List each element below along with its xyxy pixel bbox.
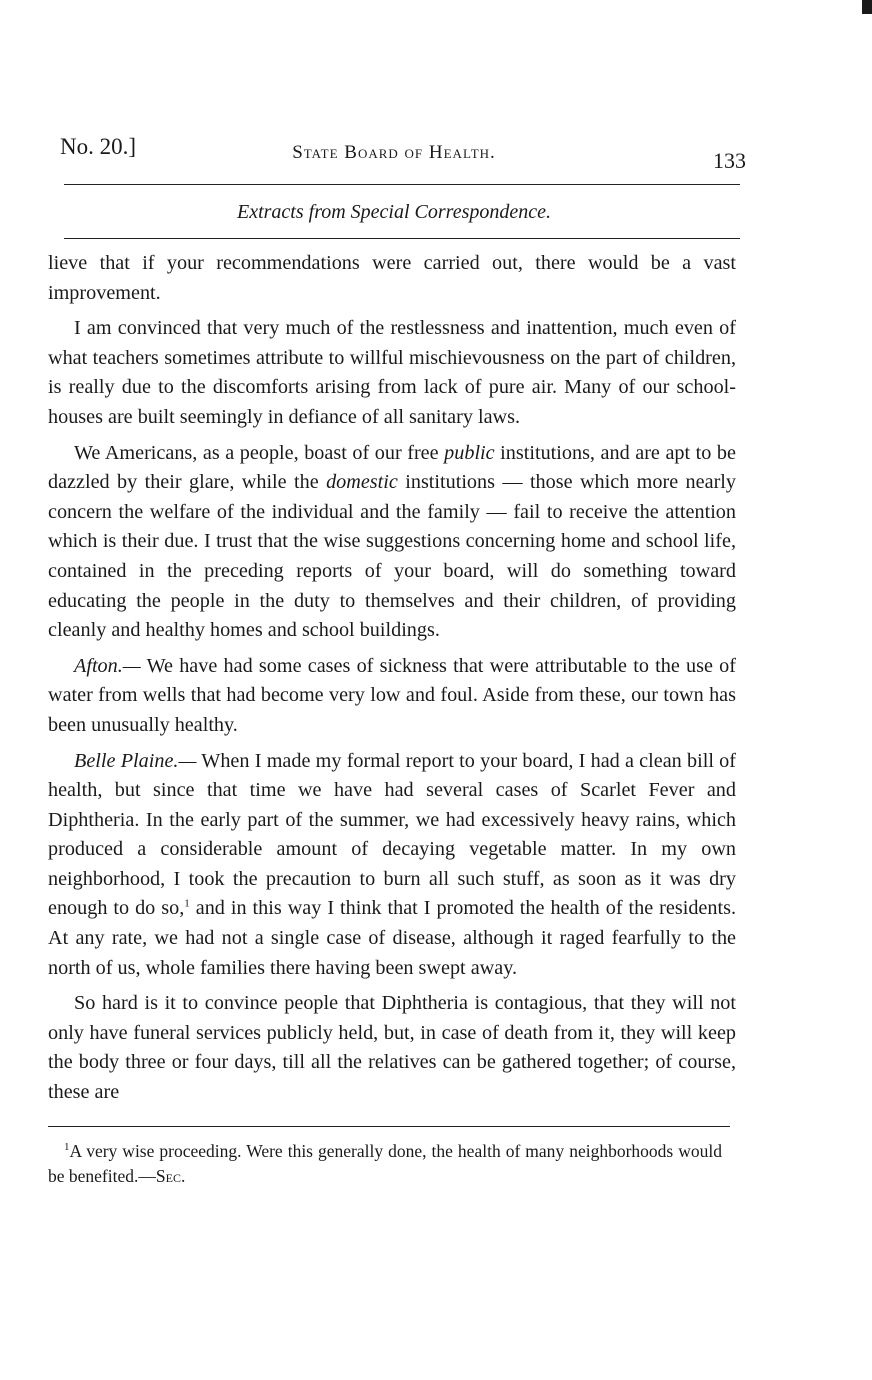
text-run: We have had some cases of sickness that were attributable to the use of water from wells that had become very low and foul. Aside from these, our town has been unusually healthy. xyxy=(48,654,736,736)
body-text xyxy=(48,249,740,1108)
footnote-paragraph xyxy=(48,1139,722,1189)
footnote-text: A very wise proceeding. Were this generally done, the health of many neighborhoods would be benefited.— xyxy=(48,1140,722,1186)
footnote xyxy=(48,1139,740,1189)
page-number: 133 xyxy=(713,148,746,173)
text-run: institutions, and are apt to be dazzled by their glare, while the xyxy=(48,441,736,494)
footnote-signature: Sec. xyxy=(155,1165,186,1186)
footnote-marker: 1 xyxy=(64,1140,70,1153)
footnote-rule xyxy=(48,1126,730,1127)
text-run: and in this way I think that I promoted the health of the residents. At any rate, we had not a single case of disease, although it raged fearfully to the north of us, whole families there having been swept away. xyxy=(48,897,736,979)
document-number: No. 20.] xyxy=(60,134,137,159)
emphasis-domestic: domestic xyxy=(326,471,398,494)
text-run: When I made my formal report to your board, I had a clean bill of health, but since that time we have had several cases of Scarlet Fever and Diphtheria. In the early part of the summer, we had excessively heavy rains, which produced a considerable amount of decaying vegetable matter. In my own neighborhood, I took the precaution to burn all such stuff, as soon as it was dry enough to do so, xyxy=(48,749,736,920)
paragraph xyxy=(48,439,736,646)
running-title: State Board of Health. xyxy=(292,142,496,163)
document-page xyxy=(48,128,746,1189)
paragraph xyxy=(48,747,736,984)
footnote-reference: 1 xyxy=(184,897,190,910)
place-name-belle-plaine: Belle Plaine.— xyxy=(74,749,197,772)
scan-edge-mark xyxy=(862,0,872,14)
text-run: We Americans, as a people, boast of our free xyxy=(74,441,445,464)
running-header xyxy=(48,128,746,184)
paragraph: So hard is it to convince people that Diphtheria is contagious, that they will not only have funeral services publicly held, but, in case of death from it, they will keep the body three or four days, till all the relatives can be gathered together; of course, these are xyxy=(48,992,736,1104)
paragraph: I am convinced that very much of the restlessness and inattention, much even of what teachers sometimes attribute to willful mischievousness on the part of children, is really due to the discomforts arising from lack of pure air. Many of our school-houses are built seemingly in defiance of all sanitary laws. xyxy=(48,317,736,428)
section-rule xyxy=(64,238,740,239)
paragraph xyxy=(48,652,736,741)
place-name-afton: Afton.— xyxy=(74,654,141,677)
section-title: Extracts from Special Correspondence. xyxy=(236,201,551,223)
emphasis-public: public xyxy=(444,441,495,464)
text-run: institutions — those which more nearly concern the welfare of the individual and the family — fail to receive the attention which is their due. I trust that the wise suggestions concerning home and school life, contained in the preceding reports of your board, will do something toward educating the people in the duty to themselves and their children, of providing cleanly and healthy homes and school buildings. xyxy=(48,471,736,642)
paragraph: lieve that if your recommendations were carried out, there would be a vast improvement. xyxy=(48,252,736,304)
